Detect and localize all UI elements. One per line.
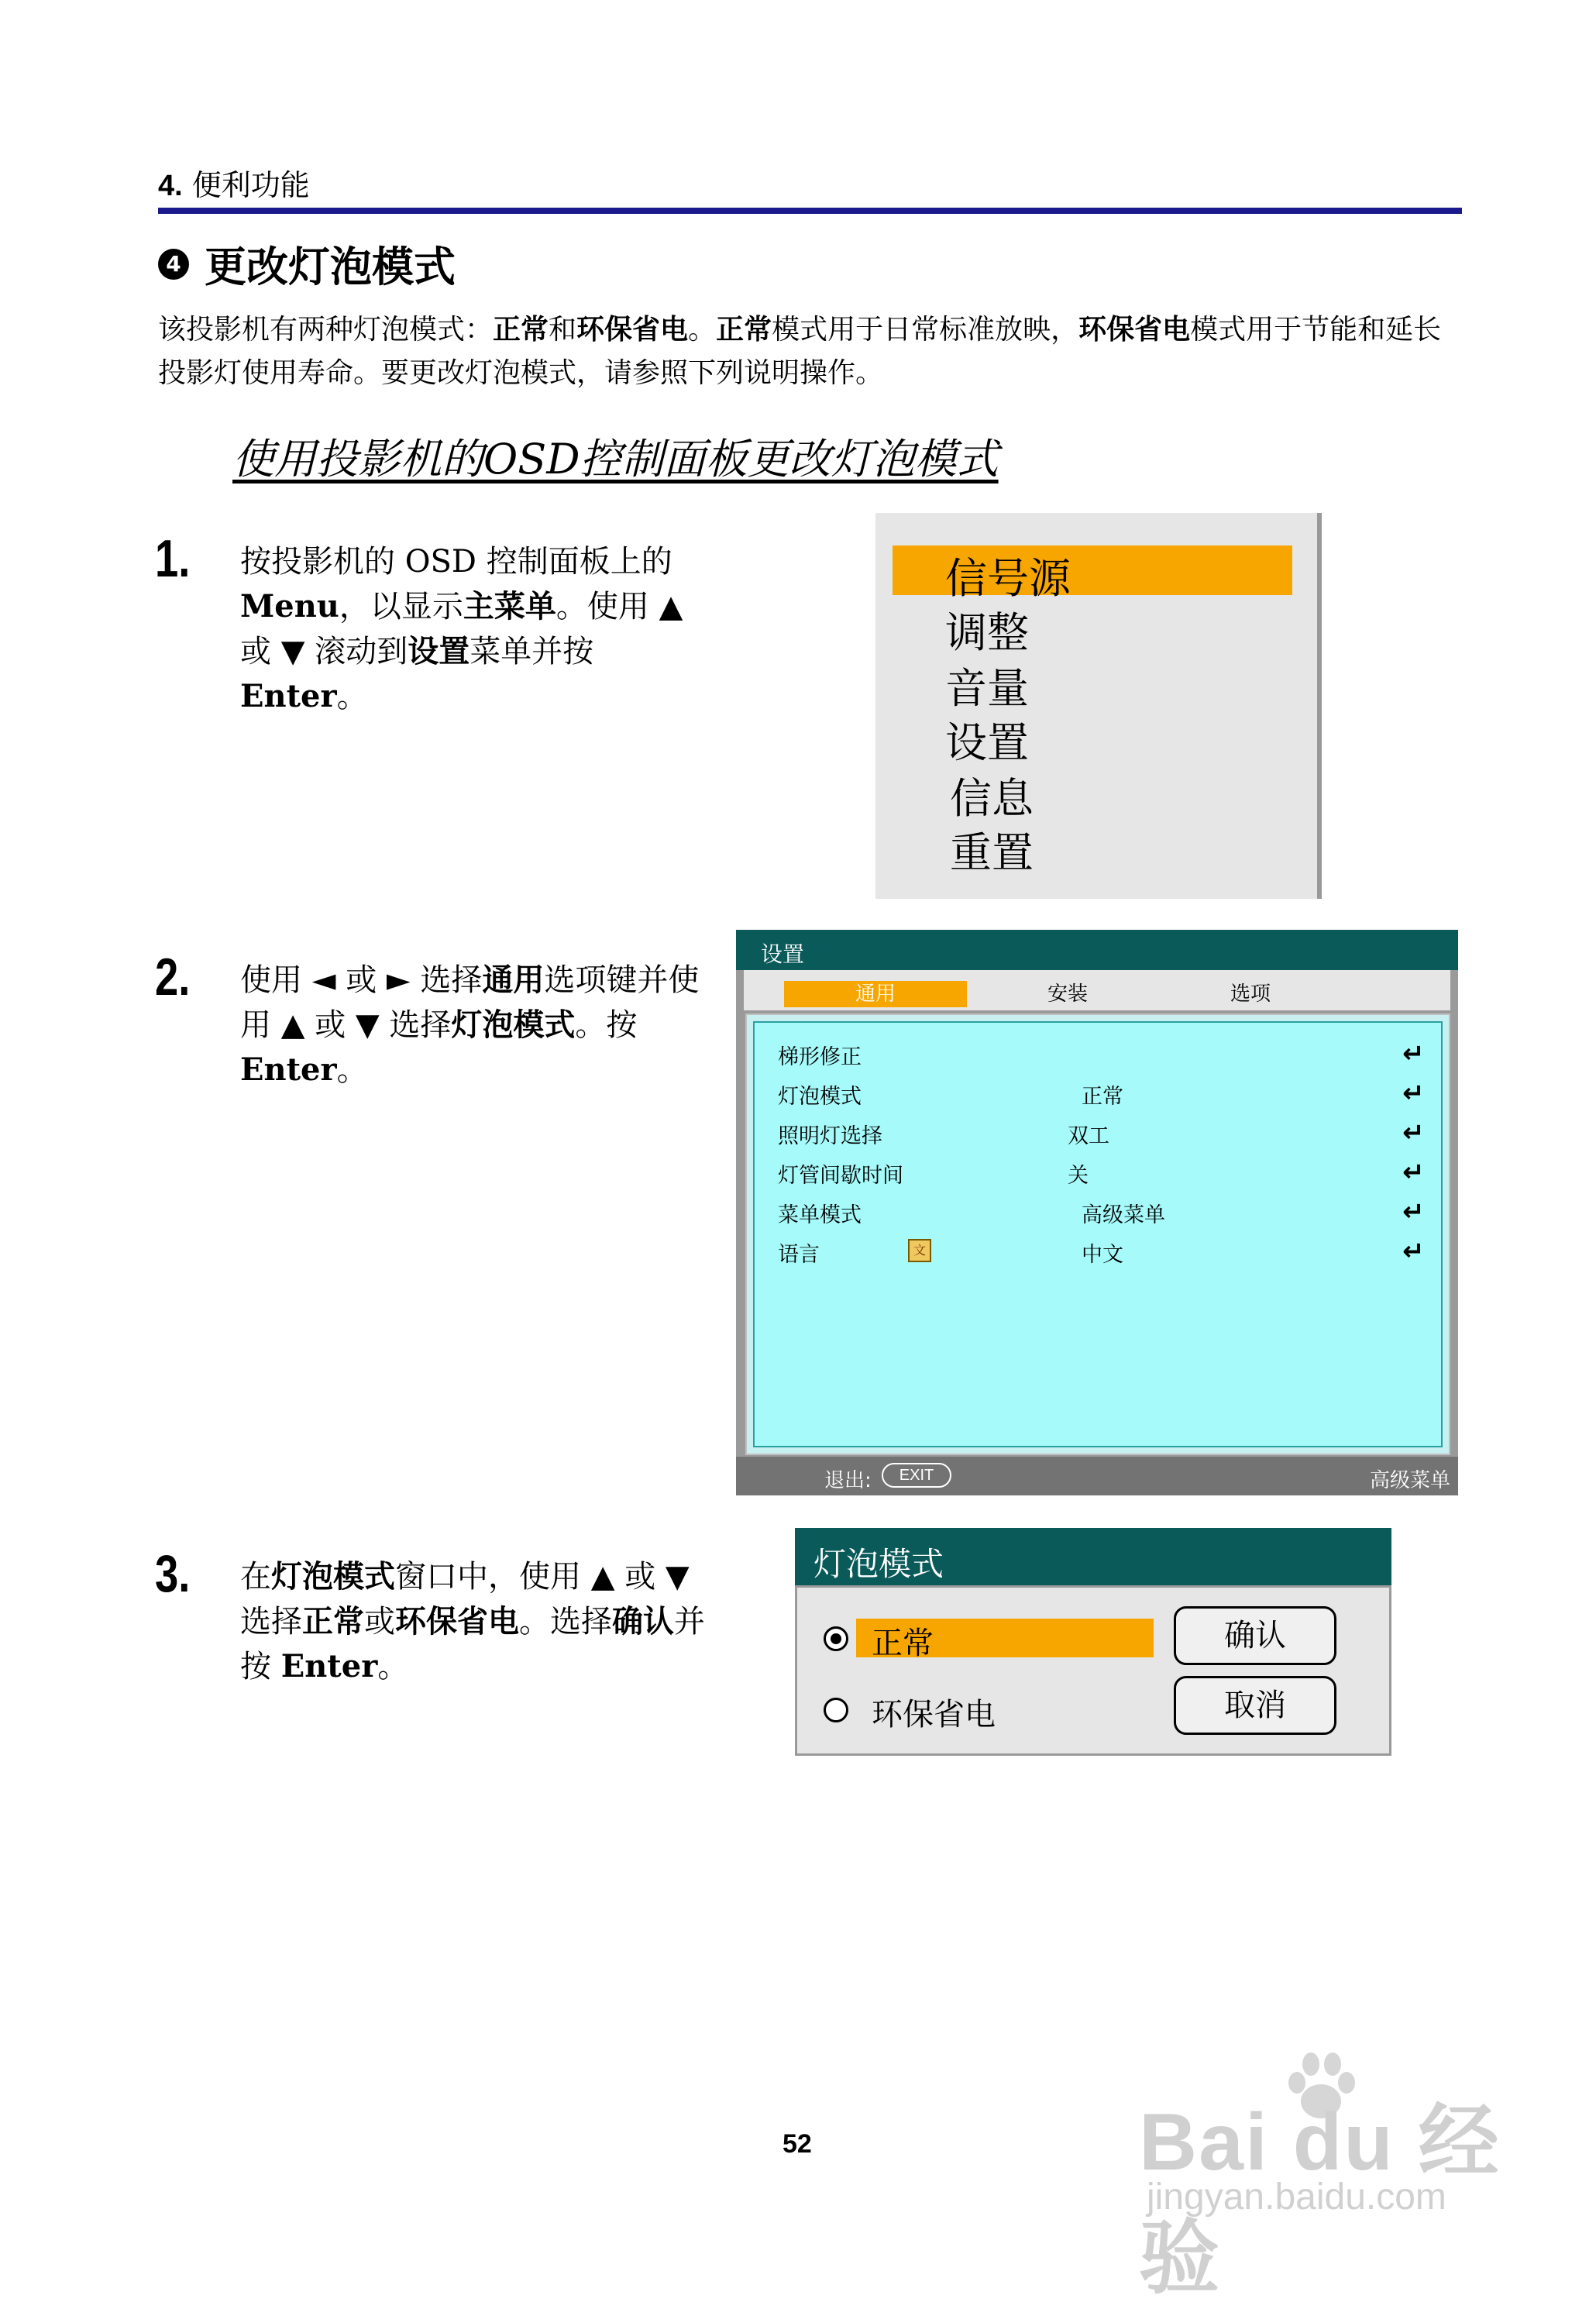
menu-item-reset[interactable]: 重置 bbox=[950, 828, 1034, 877]
option-normal-label[interactable]: 正常 bbox=[872, 1626, 934, 1661]
row-label: 梯形修正 bbox=[778, 1045, 862, 1069]
step-key: 通用 bbox=[482, 962, 545, 998]
osd-row-lamp-select[interactable] bbox=[778, 1119, 1436, 1150]
step-text bbox=[240, 958, 721, 1093]
menu-item-source[interactable]: 信号源 bbox=[945, 554, 1071, 603]
step-key: 灯泡模式 bbox=[271, 1558, 395, 1595]
row-label: 照明灯选择 bbox=[778, 1124, 882, 1148]
option-eco-label[interactable]: 环保省电 bbox=[872, 1697, 996, 1733]
row-label: 菜单模式 bbox=[778, 1203, 862, 1227]
enter-icon: ↵ bbox=[1402, 1038, 1425, 1069]
section-title-text: 更改灯泡模式 bbox=[205, 243, 456, 291]
menu-mode-label: 高级菜单 bbox=[1369, 1469, 1450, 1492]
intro-text: 该投影机有两种灯泡模式： bbox=[158, 314, 494, 346]
row-label: 灯管间歇时间 bbox=[778, 1164, 903, 1188]
osd-row-language[interactable] bbox=[778, 1237, 1436, 1268]
enter-icon: ↵ bbox=[1402, 1117, 1425, 1148]
step-key: 主菜单 bbox=[463, 588, 556, 625]
cancel-button[interactable]: 取消 bbox=[1174, 1676, 1336, 1735]
osd-list bbox=[753, 1021, 1443, 1447]
language-icon: 文 bbox=[908, 1239, 931, 1262]
step-key: 正常 bbox=[302, 1603, 364, 1640]
step-key: 设置 bbox=[408, 633, 470, 669]
lamp-mode-dialog bbox=[795, 1528, 1391, 1756]
step-text bbox=[240, 539, 721, 719]
dialog-body bbox=[795, 1585, 1391, 1756]
subheading: 使用投影机的OSD控制面板更改灯泡模式 bbox=[232, 435, 999, 483]
confirm-button[interactable]: 确认 bbox=[1174, 1606, 1336, 1665]
step-text-part: 窗口中，使用 ▲ 或 ▼ 选择 bbox=[240, 1559, 690, 1640]
osd-title: 设置 bbox=[761, 941, 805, 967]
watermark-url: jingyan.baidu.com bbox=[1147, 2177, 1446, 2218]
row-value: 关 bbox=[1068, 1164, 1089, 1188]
row-value: 正常 bbox=[1082, 1085, 1123, 1109]
main-menu-panel bbox=[875, 513, 1322, 899]
step-key: 环保省电 bbox=[395, 1603, 519, 1640]
osd-title-bar bbox=[736, 930, 1458, 970]
exit-button[interactable]: EXIT bbox=[882, 1463, 951, 1488]
dialog-title: 灯泡模式 bbox=[813, 1545, 944, 1583]
enter-icon: ↵ bbox=[1402, 1236, 1425, 1267]
step-text bbox=[240, 1554, 721, 1689]
tab-general[interactable]: 通用 bbox=[784, 981, 967, 1007]
row-label: 灯泡模式 bbox=[778, 1085, 862, 1109]
intro-paragraph bbox=[158, 308, 1467, 395]
intro-text: 模式用于节能和延长投影灯使用寿命。要更改灯泡模式，请参照下列说明操作。 bbox=[158, 314, 1442, 389]
exit-label: 退出: bbox=[824, 1469, 872, 1492]
intro-bold: 环保省电 bbox=[1078, 314, 1191, 346]
intro-bold: 正常 bbox=[493, 314, 549, 346]
step-key: 确认 bbox=[612, 1603, 674, 1640]
step-text-part: 。 bbox=[336, 679, 368, 714]
number-bullet-icon: 4 bbox=[158, 249, 189, 280]
radio-normal[interactable] bbox=[824, 1626, 848, 1651]
step-text-part: 或 bbox=[364, 1604, 395, 1640]
header-rule bbox=[158, 208, 1462, 214]
row-value: 中文 bbox=[1082, 1243, 1123, 1267]
step-key: Enter bbox=[240, 1051, 337, 1088]
menu-item-adjust[interactable]: 调整 bbox=[945, 608, 1029, 657]
menu-item-setup[interactable]: 设置 bbox=[945, 718, 1029, 767]
step-number: 1. bbox=[155, 529, 191, 588]
step-text-part: ，以显示 bbox=[339, 589, 463, 625]
step-text-part: 选项键并使用 ▲ 或 ▼ 选择 bbox=[240, 962, 700, 1043]
radio-eco[interactable] bbox=[824, 1698, 848, 1722]
step-text-part: 使用 ◄ 或 ► 选择 bbox=[240, 962, 483, 998]
enter-icon: ↵ bbox=[1402, 1196, 1425, 1227]
menu-item-volume[interactable]: 音量 bbox=[945, 664, 1029, 713]
row-label: 语言 bbox=[778, 1243, 820, 1267]
baidu-watermark bbox=[1139, 2046, 1542, 2304]
chapter-title: 便利功能 bbox=[191, 168, 310, 202]
step-key: Enter bbox=[280, 1648, 378, 1684]
intro-text: 。 bbox=[688, 314, 717, 346]
intro-text: 和 bbox=[549, 314, 577, 346]
running-header bbox=[158, 161, 310, 204]
step-text-part: 在 bbox=[240, 1559, 271, 1595]
setup-osd-window bbox=[736, 930, 1458, 1495]
menu-item-info[interactable]: 信息 bbox=[950, 774, 1034, 823]
step-text-part: 。 bbox=[377, 1649, 409, 1684]
intro-text: 模式用于日常标准放映， bbox=[772, 314, 1079, 346]
section-title bbox=[158, 234, 456, 294]
osd-footer bbox=[736, 1457, 1458, 1495]
osd-tab-bar bbox=[744, 970, 1450, 1010]
step-text-part: 。选择 bbox=[519, 1604, 612, 1640]
enter-icon: ↵ bbox=[1402, 1078, 1425, 1109]
step-text-part: 并按 bbox=[240, 1604, 705, 1684]
osd-row-menu-mode[interactable] bbox=[778, 1198, 1436, 1229]
step-text-part: 。 bbox=[336, 1052, 368, 1088]
enter-icon: ↵ bbox=[1402, 1157, 1425, 1188]
row-value: 高级菜单 bbox=[1082, 1203, 1165, 1227]
step-key: Menu bbox=[240, 588, 339, 625]
step-text-part: 。使用 ▲ 或 ▼ 滚动到 bbox=[240, 589, 683, 669]
osd-row-keystone[interactable] bbox=[778, 1040, 1436, 1071]
watermark-brand: Bai du 经验 bbox=[1139, 2097, 1501, 2304]
chapter-number: 4. bbox=[158, 170, 183, 202]
intro-bold: 正常 bbox=[716, 314, 772, 346]
tab-options[interactable]: 选项 bbox=[1230, 982, 1271, 1006]
page-number: 52 bbox=[783, 2129, 812, 2159]
osd-row-lamp-mode[interactable] bbox=[778, 1079, 1436, 1110]
dialog-title-bar bbox=[795, 1528, 1391, 1585]
step-number: 3. bbox=[155, 1544, 191, 1603]
step-text-part: 。按 bbox=[575, 1007, 638, 1043]
osd-row-lamp-interval[interactable] bbox=[778, 1158, 1436, 1189]
step-key: Enter bbox=[240, 678, 337, 714]
row-value: 双工 bbox=[1068, 1124, 1109, 1148]
step-number: 2. bbox=[155, 948, 191, 1007]
step-text-part: 按投影机的 OSD 控制面板上的 bbox=[240, 544, 672, 580]
intro-bold: 环保省电 bbox=[576, 314, 689, 346]
step-key: 灯泡模式 bbox=[451, 1007, 576, 1043]
tab-install[interactable]: 安装 bbox=[1047, 982, 1088, 1006]
osd-body bbox=[745, 1013, 1450, 1455]
step-text-part: 菜单并按 bbox=[470, 634, 594, 669]
